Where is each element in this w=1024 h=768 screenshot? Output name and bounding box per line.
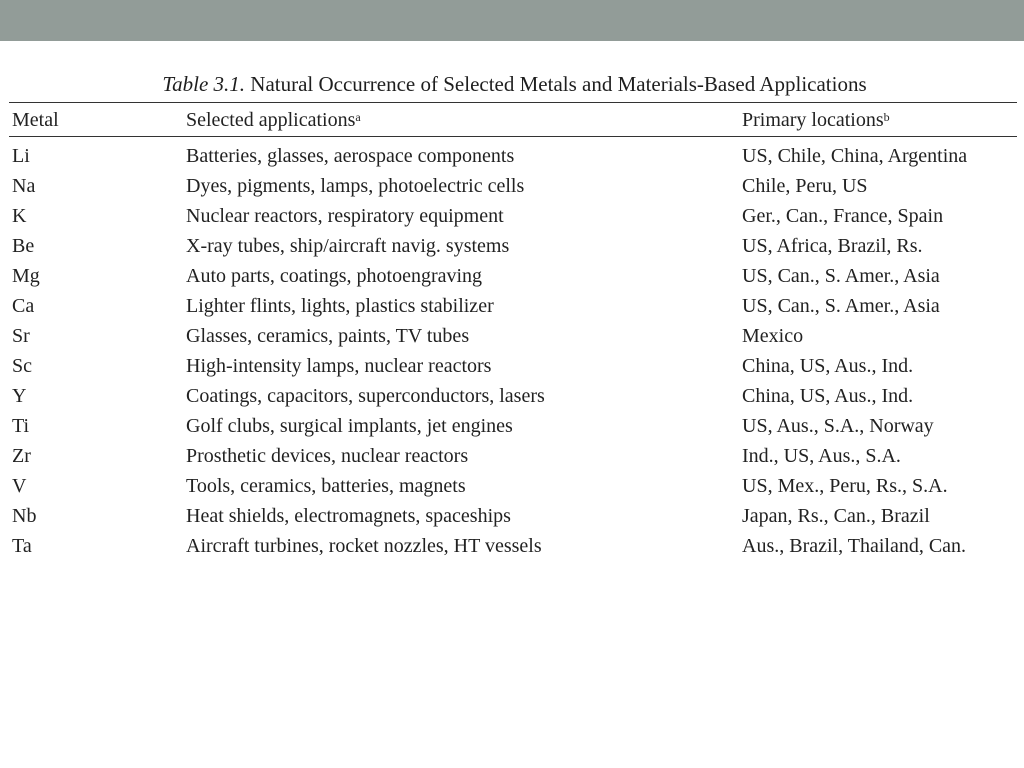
table-row <box>0 413 1024 443</box>
table-row <box>0 473 1024 503</box>
footnote-b: b <box>883 110 890 124</box>
cell-locations: Aus., Brazil, Thailand, Can. <box>742 535 967 557</box>
cell-applications: Glasses, ceramics, paints, TV tubes <box>186 325 470 347</box>
table-row <box>0 293 1024 323</box>
cell-metal: Sc <box>12 355 32 377</box>
table-row <box>0 203 1024 233</box>
cell-applications: Prosthetic devices, nuclear reactors <box>186 445 469 467</box>
table-row <box>0 503 1024 533</box>
cell-applications: Batteries, glasses, aerospace components <box>186 145 515 167</box>
cell-metal: Ca <box>12 295 35 317</box>
cell-applications: X-ray tubes, ship/aircraft navig. systems <box>186 235 510 257</box>
table-row <box>0 443 1024 473</box>
cell-locations: China, US, Aus., Ind. <box>742 385 914 407</box>
cell-applications: Aircraft turbines, rocket nozzles, HT vessels <box>186 535 542 557</box>
cell-metal: K <box>12 205 27 227</box>
table-title: Natural Occurrence of Selected Metals and Materials-Based Applications <box>250 72 867 96</box>
table-row <box>0 263 1024 293</box>
header-locations-text: Primary locations <box>742 109 884 131</box>
table-row <box>0 173 1024 203</box>
table-row <box>0 323 1024 353</box>
table-header <box>0 107 1024 133</box>
header-applications <box>186 107 361 133</box>
cell-applications: Tools, ceramics, batteries, magnets <box>186 475 466 497</box>
cell-metal: Zr <box>12 445 31 467</box>
table-top-rule <box>9 102 1017 103</box>
table-header-rule <box>9 136 1017 137</box>
cell-locations: Ind., US, Aus., S.A. <box>742 445 901 467</box>
cell-metal: Mg <box>12 265 40 287</box>
cell-metal: Na <box>12 175 36 197</box>
cell-locations: US, Mex., Peru, Rs., S.A. <box>742 475 948 497</box>
header-applications-text: Selected applications <box>186 109 356 131</box>
cell-applications: Heat shields, electromagnets, spaceships <box>186 505 511 527</box>
cell-applications: Auto parts, coatings, photoengraving <box>186 265 483 287</box>
table-row <box>0 533 1024 563</box>
table-label: Table 3.1. <box>162 72 246 96</box>
table-row <box>0 353 1024 383</box>
table-caption <box>0 72 1024 97</box>
cell-locations: China, US, Aus., Ind. <box>742 355 914 377</box>
table-row <box>0 143 1024 173</box>
cell-locations: US, Can., S. Amer., Asia <box>742 265 940 287</box>
cell-metal: Ta <box>12 535 32 557</box>
cell-applications: Coatings, capacitors, superconductors, lasers <box>186 385 545 407</box>
cell-applications: Dyes, pigments, lamps, photoelectric cells <box>186 175 525 197</box>
header-metal: Metal <box>12 109 59 131</box>
cell-metal: Nb <box>12 505 37 527</box>
cell-metal: Y <box>12 385 27 407</box>
table-row <box>0 383 1024 413</box>
cell-applications: Nuclear reactors, respiratory equipment <box>186 205 504 227</box>
top-banner <box>0 0 1024 41</box>
cell-locations: US, Can., S. Amer., Asia <box>742 295 940 317</box>
cell-locations: US, Aus., S.A., Norway <box>742 415 934 437</box>
cell-applications: High-intensity lamps, nuclear reactors <box>186 355 492 377</box>
cell-locations: US, Chile, China, Argentina <box>742 145 968 167</box>
cell-metal: Ti <box>12 415 30 437</box>
cell-metal: Sr <box>12 325 30 347</box>
cell-applications: Golf clubs, surgical implants, jet engines <box>186 415 513 437</box>
cell-metal: Li <box>12 145 30 167</box>
table-row <box>0 233 1024 263</box>
cell-locations: Japan, Rs., Can., Brazil <box>742 505 930 527</box>
cell-locations: Chile, Peru, US <box>742 175 868 197</box>
cell-metal: Be <box>12 235 35 257</box>
table-body <box>0 143 1024 563</box>
footnote-a: a <box>355 110 361 124</box>
header-locations <box>742 107 890 133</box>
cell-locations: US, Africa, Brazil, Rs. <box>742 235 923 257</box>
cell-metal: V <box>12 475 27 497</box>
cell-locations: Ger., Can., France, Spain <box>742 205 944 227</box>
cell-applications: Lighter flints, lights, plastics stabilizer <box>186 295 494 317</box>
cell-locations: Mexico <box>742 325 804 347</box>
